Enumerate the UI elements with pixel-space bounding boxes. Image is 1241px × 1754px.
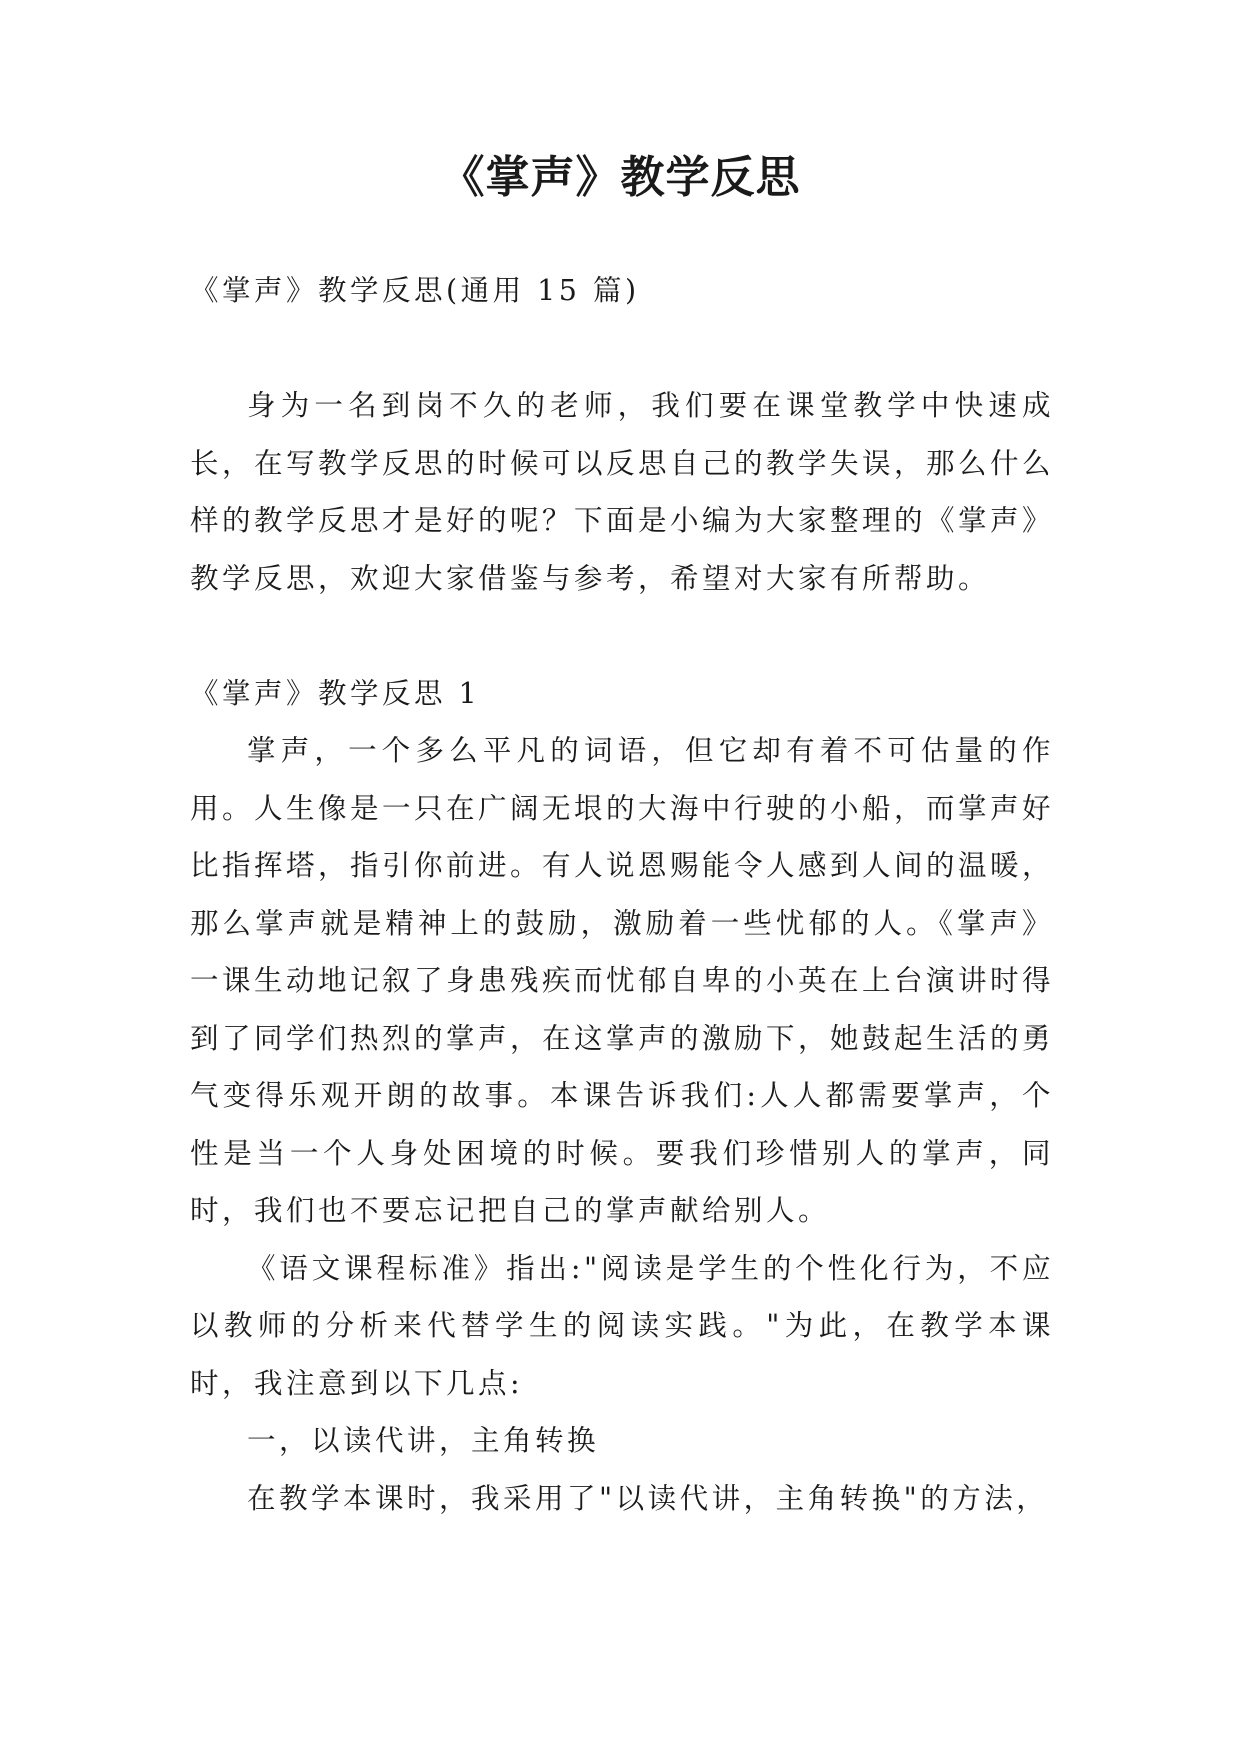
- body-paragraph: 掌声，一个多么平凡的词语，但它却有着不可估量的作用。人生像是一只在广阔无垠的大海中行驶的小船，而掌声好比指挥塔，指引你前进。有人说恩赐能令人感到人间的温暖，那么掌声就是精神上的鼓励，激励着一些忧郁的人。《掌声》一课生动地记叙了身患残疾而忧郁自卑的小英在上台演讲时得到了同学们热烈的掌声，在这掌声的激励下，她鼓起生活的勇气变得乐观开朗的故事。本课告诉我们:人人都需要掌声，个性是当一个人身处困境的时候。要我们珍惜别人的掌声，同时，我们也不要忘记把自己的掌声献给别人。: [190, 734, 1055, 1227]
- subheading-paragraph: 一，以读代讲，主角转换: [247, 1424, 600, 1457]
- body-paragraph: 《语文课程标准》指出:"阅读是学生的个性化行为，不应以教师的分析来代替学生的阅读实践。"为此，在教学本课时，我注意到以下几点:: [190, 1251, 1054, 1400]
- body-paragraph: 在教学本课时，我采用了"以读代讲，主角转换"的方法，: [247, 1481, 1049, 1515]
- section-heading: 《掌声》教学反思 1: [190, 676, 481, 710]
- intro-paragraph: 身为一名到岗不久的老师，我们要在课堂教学中快速成长，在写教学反思的时候可以反思自己的教学失误，那么什么样的教学反思才是好的呢？下面是小编为大家整理的《掌声》教学反思，欢迎大家借鉴与参考，希望对大家有所帮助。: [190, 389, 1055, 595]
- document-subtitle: 《掌声》教学反思(通用 15 篇): [190, 274, 640, 307]
- document-body: [190, 262, 1054, 1527]
- document-title: 《掌声》教学反思: [440, 152, 801, 203]
